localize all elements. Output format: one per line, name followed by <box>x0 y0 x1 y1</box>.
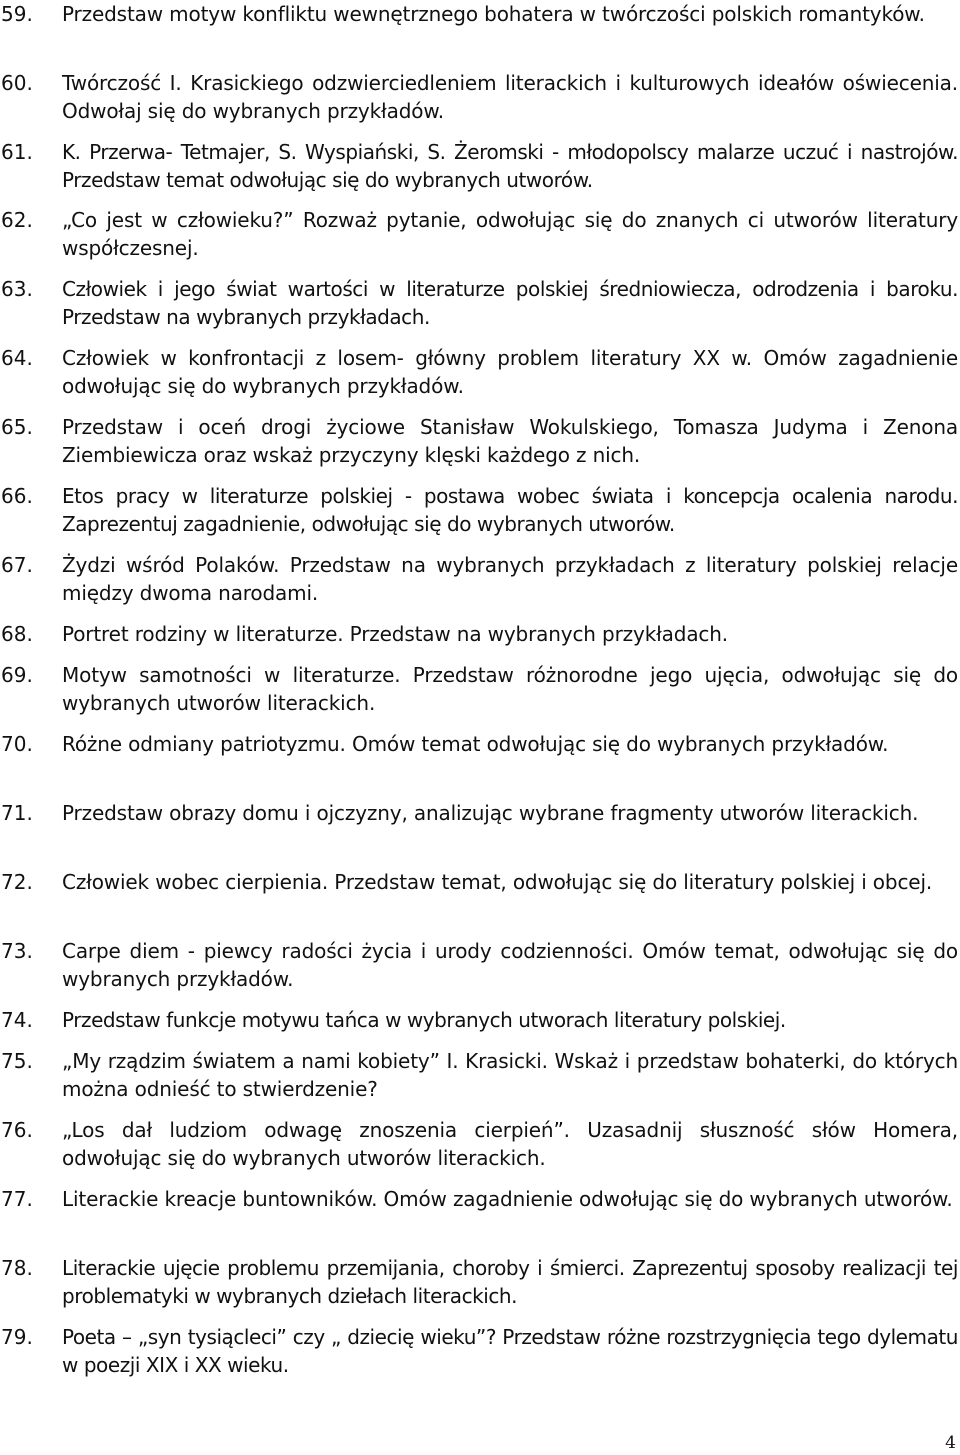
topic-text: Żydzi wśród Polaków. Przedstaw na wybranych przykładach z literatury polskiej relacje między dwoma narodami. <box>62 553 958 605</box>
topic-number: 68. <box>1 622 33 646</box>
topic-number: 78. <box>1 1256 33 1280</box>
topic-number: 60. <box>1 71 33 95</box>
topic-text: Przedstaw motyw konfliktu wewnętrznego bohatera w twórczości polskich romantyków. <box>62 2 925 26</box>
topic-text: Człowiek i jego świat wartości w literaturze polskiej średniowiecza, odrodzenia i baroku. Przedstaw na wybranych przykładach. <box>62 277 958 329</box>
topic-number: 63. <box>1 277 33 301</box>
topic-text: K. Przerwa- Tetmajer, S. Wyspiański, S. Żeromski - młodopolscy malarze uczuć i nastrojów. Przedstaw temat odwołując się do wybranych utworów. <box>62 140 958 192</box>
topic-number: 59. <box>1 2 33 26</box>
topic-number: 74. <box>1 1008 33 1032</box>
topic-number: 61. <box>1 140 33 164</box>
topic-number: 69. <box>1 663 33 687</box>
topic-number: 67. <box>1 553 33 577</box>
topic-text: „Co jest w człowieku?” Rozważ pytanie, odwołując się do znanych ci utworów literatury współczesnej. <box>62 208 958 260</box>
topic-number: 73. <box>1 939 33 963</box>
topic-text: Motyw samotności w literaturze. Przedstaw różnorodne jego ujęcia, odwołując się do wybranych utworów literackich. <box>62 663 958 715</box>
topic-number: 66. <box>1 484 33 508</box>
page-number: 4 <box>945 1433 956 1453</box>
topic-number: 79. <box>1 1325 33 1349</box>
topic-text: Człowiek w konfrontacji z losem- główny problem literatury XX w. Omów zagadnienie odwołując się do wybranych przykładów. <box>62 346 958 398</box>
topic-text: Przedstaw funkcje motywu tańca w wybranych utworach literatury polskiej. <box>62 1008 786 1032</box>
topic-text: Przedstaw obrazy domu i ojczyzny, analizując wybrane fragmenty utworów literackich. <box>62 801 919 825</box>
topic-text: Etos pracy w literaturze polskiej - postawa wobec świata i koncepcja ocalenia narodu. Zaprezentuj zagadnienie, odwołując się do wybranych utworów. <box>62 484 958 536</box>
topic-number: 76. <box>1 1118 33 1142</box>
topic-text: Człowiek wobec cierpienia. Przedstaw temat, odwołując się do literatury polskiej i obcej. <box>62 870 933 894</box>
topic-text: Poeta – „syn tysiącleci” czy „ dziecię wieku”? Przedstaw różne rozstrzygnięcia tego dylematu w poezji XIX i XX wieku. <box>62 1325 958 1377</box>
topic-text: Przedstaw i oceń drogi życiowe Stanisław Wokulskiego, Tomasza Judyma i Zenona Ziembiewicza oraz wskaż przyczyny klęski każdego z nich. <box>62 415 958 467</box>
topic-text: Twórczość I. Krasickiego odzwierciedleniem literackich i kulturowych ideałów oświecenia. Odwołaj się do wybranych przykładów. <box>62 71 958 123</box>
topic-text: „Los dał ludziom odwagę znoszenia cierpień”. Uzasadnij słuszność słów Homera, odwołując się do wybranych utworów literackich. <box>62 1118 958 1170</box>
topic-number: 65. <box>1 415 33 439</box>
topic-text: „My rządzim światem a nami kobiety” I. Krasicki. Wskaż i przedstaw bohaterki, do których można odnieść to stwierdzenie? <box>62 1049 958 1101</box>
topic-number: 70. <box>1 732 33 756</box>
topic-number: 72. <box>1 870 33 894</box>
topic-number: 75. <box>1 1049 33 1073</box>
topic-number: 64. <box>1 346 33 370</box>
topic-text: Literackie kreacje buntowników. Omów zagadnienie odwołując się do wybranych utworów. <box>62 1187 953 1211</box>
topic-number: 77. <box>1 1187 33 1211</box>
topic-number: 71. <box>1 801 33 825</box>
topic-text: Literackie ujęcie problemu przemijania, choroby i śmierci. Zaprezentuj sposoby realizacji tej problematyki w wybranych dziełach literackich. <box>62 1256 958 1308</box>
topic-text: Różne odmiany patriotyzmu. Omów temat odwołując się do wybranych przykładów. <box>62 732 889 756</box>
topic-text: Carpe diem - piewcy radości życia i urody codzienności. Omów temat, odwołując się do wybranych przykładów. <box>62 939 958 991</box>
topic-number: 62. <box>1 208 33 232</box>
topic-text: Portret rodziny w literaturze. Przedstaw na wybranych przykładach. <box>62 622 728 646</box>
